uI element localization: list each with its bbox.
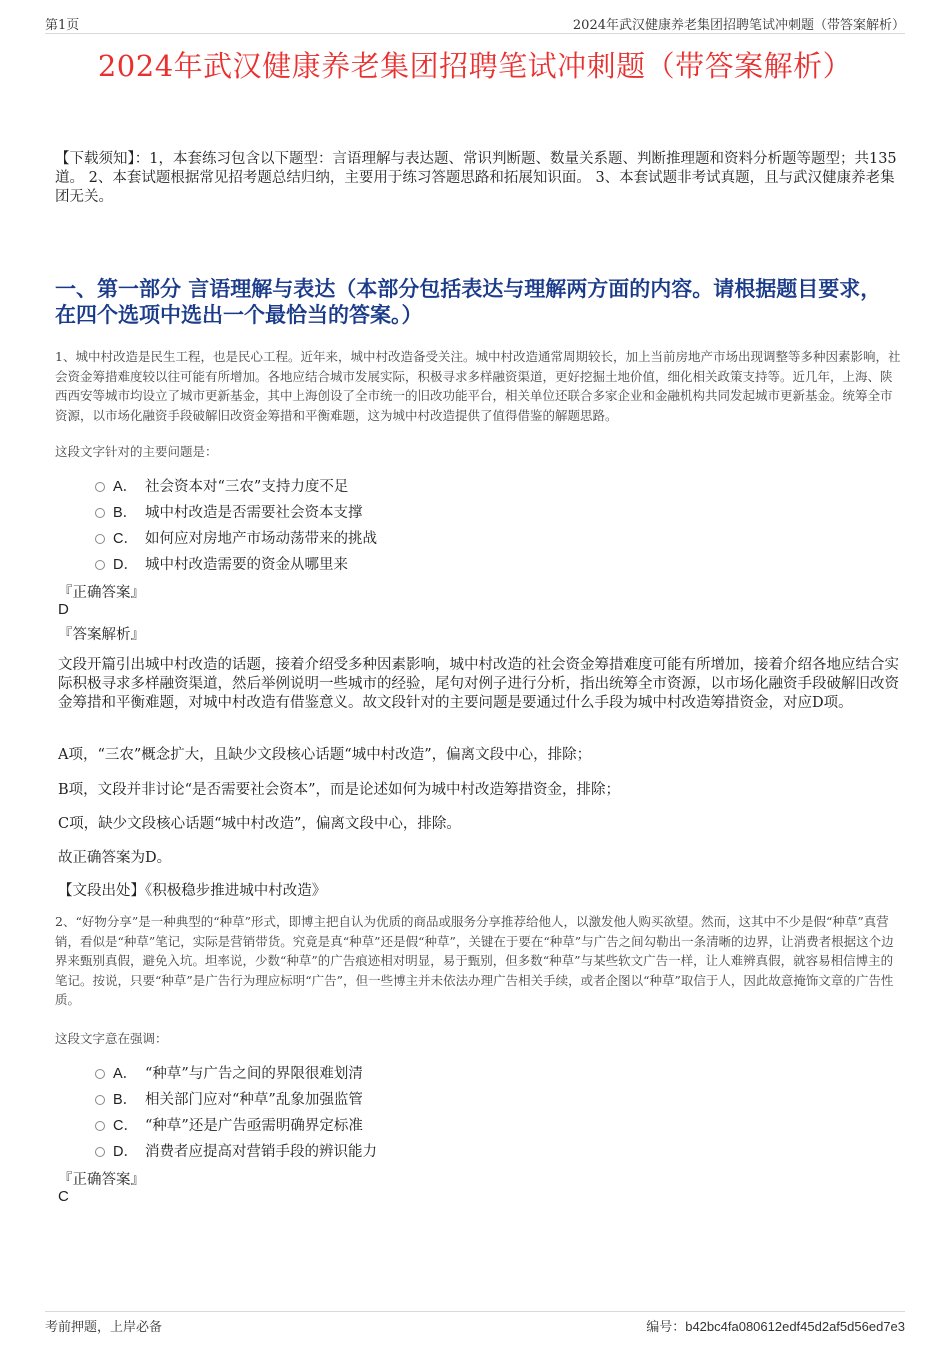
page-header bbox=[45, 14, 905, 34]
question-1-option-b[interactable]: B． 城中村改造是否需要社会资本支撑 bbox=[95, 498, 377, 524]
footer-code-label: 编号： bbox=[646, 1320, 686, 1335]
radio-icon[interactable] bbox=[95, 534, 105, 544]
question-1-explain-b: B项，文段并非讨论“是否需要社会资本”，而是论述如何为城中村改造筹措资金，排除； bbox=[58, 782, 620, 798]
question-1-option-c[interactable]: C． 如何应对房地产市场动荡带来的挑战 bbox=[95, 524, 377, 550]
radio-icon[interactable] bbox=[95, 1095, 105, 1105]
question-1-option-a[interactable]: A． 社会资本对“三农”支持力度不足 bbox=[95, 472, 377, 498]
question-1-explain-c: C项，缺少文段核心话题“城中村改造”，偏离文段中心，排除。 bbox=[58, 816, 461, 832]
radio-icon[interactable] bbox=[95, 1069, 105, 1079]
question-2-prompt: 这段文字意在强调： bbox=[55, 1031, 168, 1046]
question-2-option-c[interactable]: C． “种草”还是广告亟需明确界定标准 bbox=[95, 1111, 377, 1137]
document-title: 2024年武汉健康养老集团招聘笔试冲刺题（带答案解析） bbox=[97, 49, 853, 83]
question-2-option-b[interactable]: B． 相关部门应对“种草”乱象加强监管 bbox=[95, 1085, 377, 1111]
radio-icon[interactable] bbox=[95, 508, 105, 518]
question-1-answer: D bbox=[58, 601, 69, 618]
question-1-options bbox=[95, 472, 377, 576]
section-heading: 一、第一部分 言语理解与表达（本部分包括表达与理解两方面的内容。请根据题目要求，在四个选项中选出一个最恰当的答案。） bbox=[55, 276, 882, 327]
question-1-option-d[interactable]: D． 城中村改造需要的资金从哪里来 bbox=[95, 550, 377, 576]
page-number: 第1页 bbox=[45, 18, 80, 33]
question-1-explain-a: A项，“三农”概念扩大，且缺少文段核心话题“城中村改造”，偏离文段中心，排除； bbox=[58, 747, 592, 763]
radio-icon[interactable] bbox=[95, 560, 105, 570]
download-notice: 【下载须知】：1，本套练习包含以下题型：言语理解与表达题、常识判断题、数量关系题、判断推理题和资料分析题等题型；共135道。 2、本套试题根据常见招考题总结归纳，主要用于练习答题思路和拓展知识面。 3、本套试题非考试真题，且与武汉健康养老集团无关。 bbox=[55, 151, 897, 205]
page-footer bbox=[45, 1311, 905, 1335]
question-1-text: 1、城中村改造是民生工程，也是民心工程。近年来，城中村改造备受关注。城中村改造通常周期较长，加上当前房地产市场出现调整等多种因素影响，社会资金筹措难度较以往可能有所增加。各地应结合城市发展实际，积极寻求多样融资渠道，更好挖掘土地价值，细化相关政策支持等。近几年，上海、陕西西安等城市均设立了城市更新基金，其中上海创设了全市统一的旧改功能平台，相关单位还联合多家企业和金融机构共同发起城市更新基金。统筹全市资源，以市场化融资手段破解旧改资金筹措和平衡难题，这为城中村改造提供了值得借鉴的解题思路。 bbox=[55, 349, 901, 423]
question-1-prompt: 这段文字针对的主要问题是： bbox=[55, 444, 218, 459]
question-1-analysis-label: 『答案解析』 bbox=[58, 627, 145, 643]
footer-code: b42bc4fa080612edf45d2af5d56ed7e3 bbox=[685, 1319, 905, 1334]
header-doc-title: 2024年武汉健康养老集团招聘笔试冲刺题（带答案解析） bbox=[572, 18, 905, 33]
question-1-analysis: 文段开篇引出城中村改造的话题，接着介绍受多种因素影响，城中村改造的社会资金筹措难度可能有所增加，接着介绍各地应结合实际积极寻求多样融资渠道，然后举例说明一些城市的经验，尾句对例子进行分析，指出统筹全市资源，以市场化融资手段破解旧改资金筹措和平衡难题，对城中村改造有借鉴意义。故文段针对的主要问题是要通过什么手段为城中村改造筹措资金，对应D项。 bbox=[58, 657, 899, 711]
question-2-answer: C bbox=[58, 1188, 69, 1205]
question-2-option-d[interactable]: D． 消费者应提高对营销手段的辨识能力 bbox=[95, 1137, 377, 1163]
question-2-answer-label: 『正确答案』 bbox=[58, 1172, 145, 1188]
question-1-answer-label: 『正确答案』 bbox=[58, 585, 145, 601]
radio-icon[interactable] bbox=[95, 1121, 105, 1131]
footer-slogan: 考前押题，上岸必备 bbox=[45, 1320, 163, 1335]
question-1-source: 【文段出处】《积极稳步推进城中村改造》 bbox=[58, 883, 327, 899]
footer-code-block bbox=[646, 1316, 905, 1335]
question-1-conclusion: 故正确答案为D。 bbox=[58, 850, 172, 866]
radio-icon[interactable] bbox=[95, 482, 105, 492]
radio-icon[interactable] bbox=[95, 1147, 105, 1157]
question-2-option-a[interactable]: A． “种草”与广告之间的界限很难划清 bbox=[95, 1059, 377, 1085]
question-2-options bbox=[95, 1059, 377, 1163]
question-2-text: 2、“好物分享”是一种典型的“种草”形式，即博主把自认为优质的商品或服务分享推荐给他人，以激发他人购买欲望。然而，这其中不少是假“种草”真营销，看似是“种草”笔记，实际是营销带货。究竟是真“种草”还是假“种草”，关键在于要在“种草”与广告之间勾勒出一条清晰的边界，让消费者根据这个边界来甄别真假，避免入坑。坦率说，少数“种草”的广告痕迹相对明显，易于甄别，但多数“种草”与某些软文广告一样，让人难辨真假，就容易相信博主的笔记。按说，只要“种草”是广告行为理应标明“广告”，但一些博主并未依法办理广告相关手续，或者企图以“种草”取信于人，因此故意掩饰文章的广告性质。 bbox=[55, 914, 894, 1007]
